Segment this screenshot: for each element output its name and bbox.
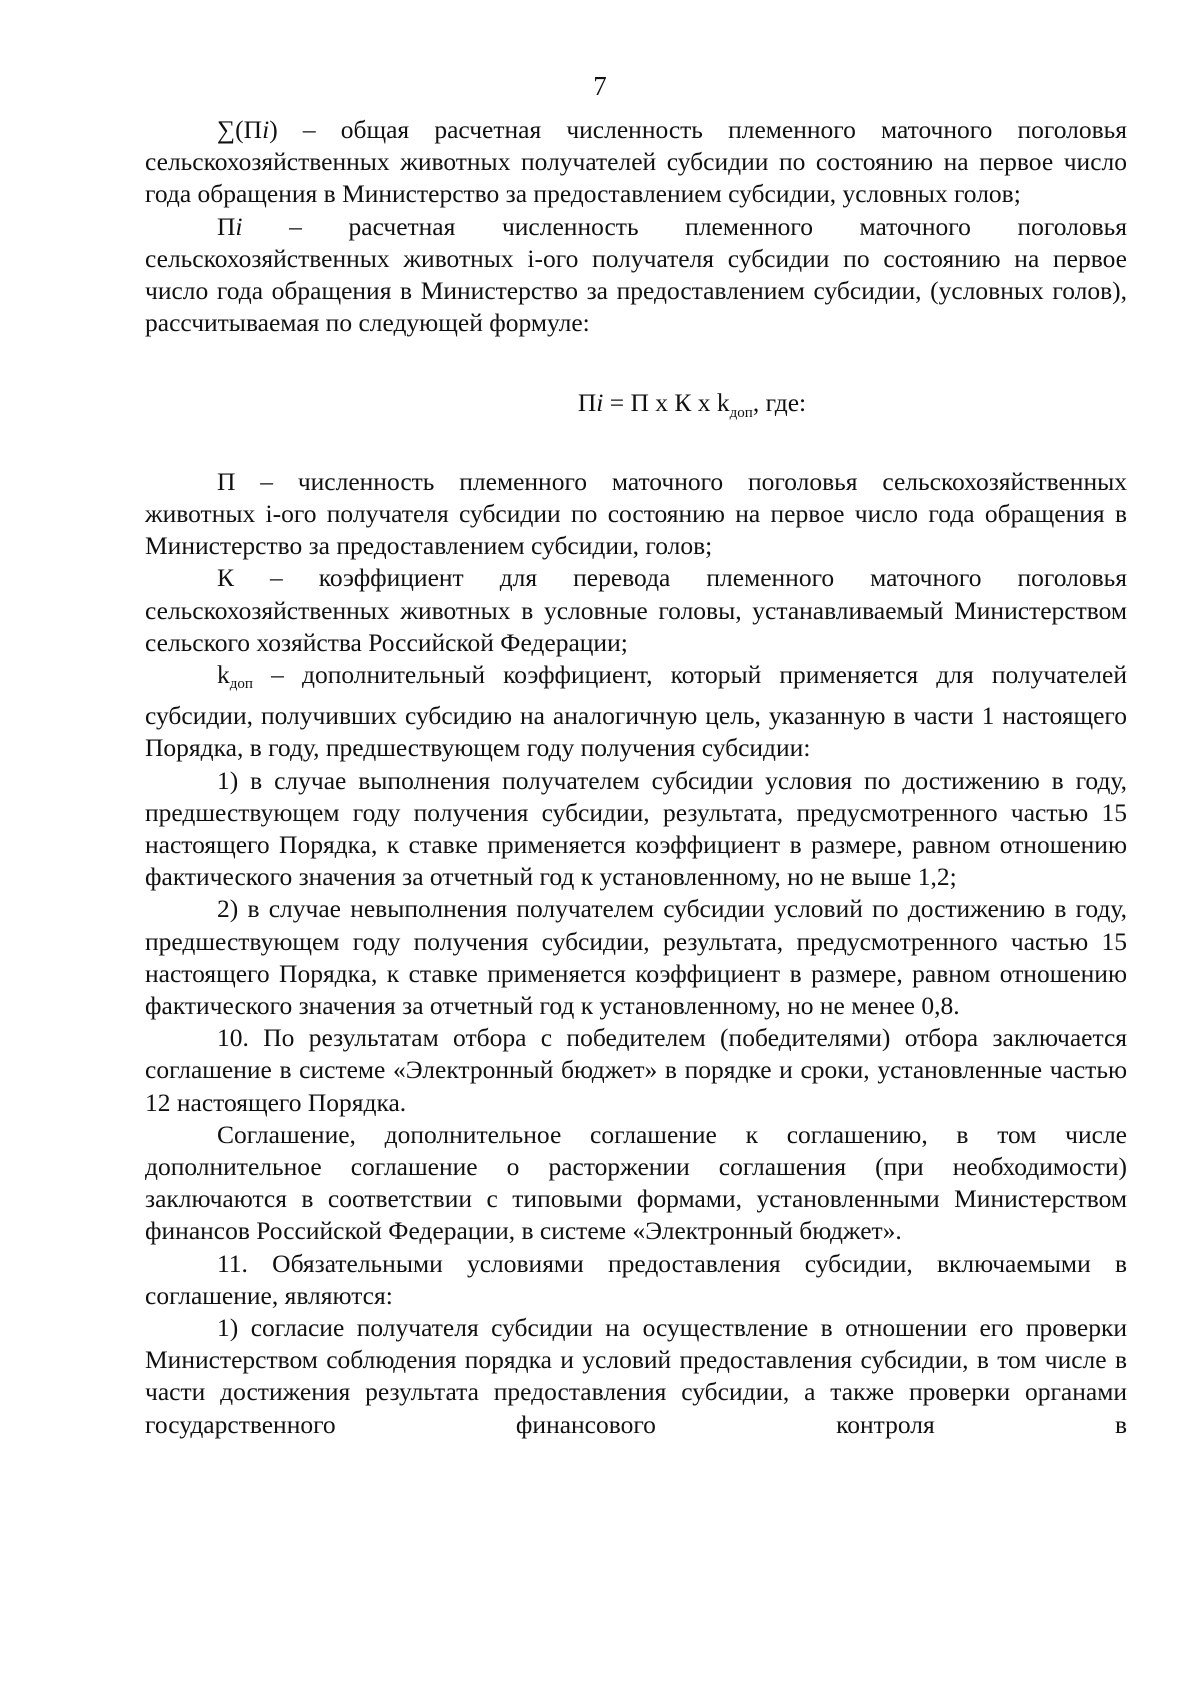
paragraph-agreement: Соглашение, дополнительное соглашение к соглашению, в том числе дополнительное соглашение о расторжении соглашения (при необходимости) заключаются в соответствии с типовыми формами, установленными Министерством финансов Российской Федерации, в системе «Электронный бюджет». (145, 1119, 1127, 1246)
sum-close: ) (269, 115, 278, 144)
pi-definition-text: – расчетная численность племенного маточного поголовья сельскохозяйственных животных i-ого получателя субсидии по состоянию на первое число года обращения в Министерство за предоставлением субсидии, (условных голов), рассчитываемая по следующей формуле: (145, 211, 1127, 338)
kdop-symbol: k (217, 659, 230, 689)
paragraph-section-11-item-1: 1) согласие получателя субсидии на осуществление в отношении его проверки Министерством соблюдения порядка и условий предоставления субсидии, в том числе в части достижения результата предоставления субсидии, а также проверки органами государственного финансового контроля в (145, 1313, 1127, 1439)
paragraph-section-11: 11. Обязательными условиями предоставления субсидии, включаемыми в соглашение, являются: (145, 1248, 1127, 1310)
sum-symbol: ∑(П (217, 115, 263, 144)
formula-subscript: доп (729, 405, 753, 422)
formula-rhs: = П х К х k (603, 388, 730, 418)
pi-variable: i (235, 211, 243, 241)
paragraph-p-definition: П – численность племенного маточного поголовья сельскохозяйственных животных i-ого получателя субсидии по состоянию на первое число года обращения в Министерство за предоставлением субсидии, голов; (145, 466, 1127, 561)
document-body (145, 114, 1127, 1441)
kdop-text: – дополнительный коэффициент, который применяется для получателей субсидии, получивших субсидию на аналогичную цель, указанную в части 1 настоящего Порядка, в году, предшествующем году получения субсидии: (145, 659, 1127, 763)
formula (257, 387, 1127, 429)
paragraph-section-10: 10. По результатам отбора с победителем (победителями) отбора заключается соглашение в системе «Электронный бюджет» в порядке и сроки, установленные частью 12 настоящего Порядка. (145, 1023, 1127, 1117)
paragraph-kdop-definition (145, 659, 1127, 765)
formula-lhs-variable: i (596, 388, 604, 418)
paragraph-item-2: 2) в случае невыполнения получателем субсидии условий по достижению в году, предшествующем году получения субсидии, результата, предусмотренного частью 15 настоящего Порядка, к ставке применяется коэффициент в размере, равном отношению фактического значения за отчетный год к установленному, но не менее 0,8. (145, 894, 1127, 1020)
paragraph-sum-definition (145, 114, 1127, 211)
sum-variable: i (262, 115, 270, 144)
sum-definition-text: – общая расчетная численность племенного маточного поголовья сельскохозяйственных животных получателей субсидии по состоянию на первое число года обращения в Министерство за предоставлением субсидии, условных голов; (145, 115, 1127, 209)
formula-tail: , где: (752, 388, 807, 418)
kdop-subscript: доп (229, 675, 253, 692)
paragraph-k-definition: К – коэффициент для перевода племенного маточного поголовья сельскохозяйственных животных в условные головы, устанавливаемый Министерством сельского хозяйства Российской Федерации; (145, 563, 1127, 657)
paragraph-pi-definition (145, 211, 1127, 340)
formula-lhs-prefix: П (577, 388, 597, 418)
page-number: 7 (593, 71, 607, 101)
paragraph-item-1: 1) в случае выполнения получателем субсидии условия по достижению в году, предшествующем году получения субсидии, результата, предусмотренного частью 15 настоящего Порядка, к ставке применяется коэффициент в размере, равном отношению фактического значения за отчетный год к установленному, но не выше 1,2; (145, 765, 1127, 892)
pi-prefix: П (217, 211, 236, 241)
